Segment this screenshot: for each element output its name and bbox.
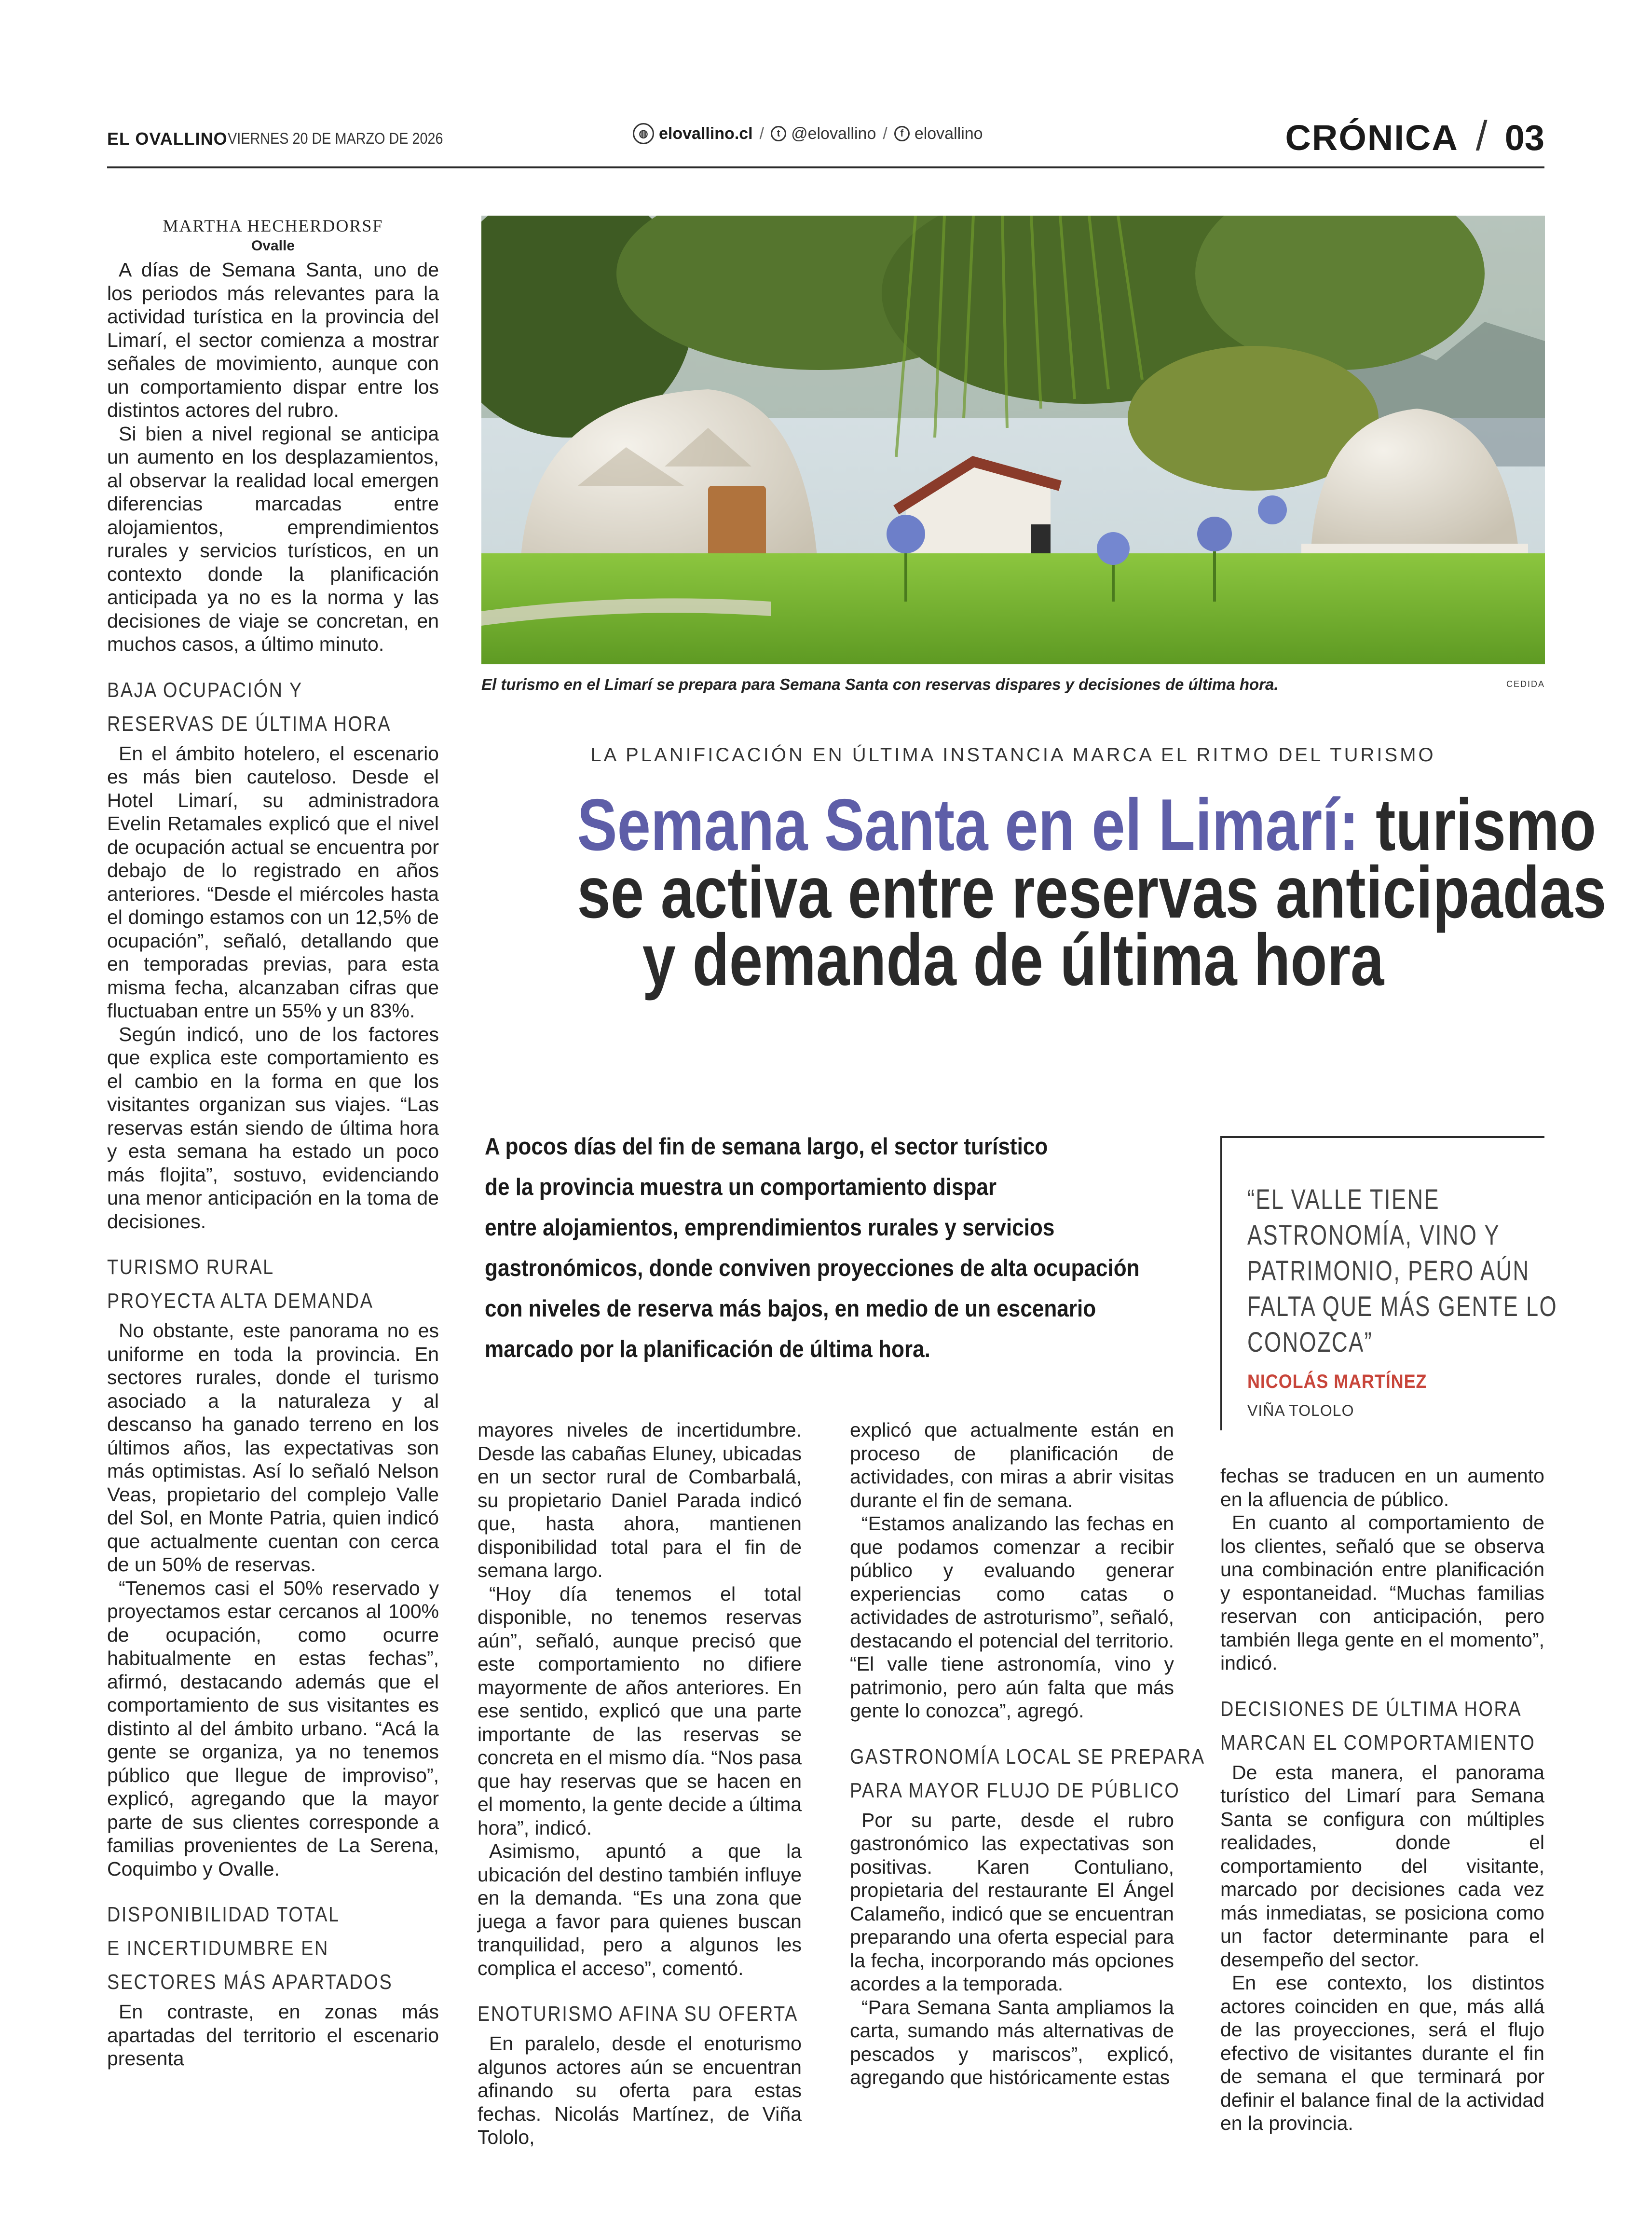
caption-text: El turismo en el Limarí se prepara para Semana Santa con reservas dispares y decisiones de última hora.	[481, 675, 1279, 693]
paragraph: “Hoy día tenemos el total disponible, no tenemos reservas aún”, señaló, aunque precisó que este comportamiento no difiere mayormente de años anteriores. En ese sentido, explicó que una parte importante de las reservas se concreta en el mismo día. “Nos pasa que hay reservas que se hacen en el momento, la gente decide a última hora”, indicó.	[478, 1582, 802, 1839]
paragraph: En cuanto al comportamiento de los clientes, señaló que se observa una combinación entre planificación y espontaneidad. “Muchas familias reservan con anticipación, pero también llega gente en el momento”, indicó.	[1220, 1511, 1544, 1674]
newspaper-brand[interactable]: EL OVALLINO	[107, 129, 228, 149]
website-link[interactable]: elovallino.cl	[659, 124, 753, 143]
photo-credit: CEDIDA	[1506, 679, 1545, 689]
subheading: ENOTURISMO AFINA SU OFERTA	[478, 2002, 798, 2026]
byline	[107, 215, 439, 255]
headline-line-2: se activa entre reservas anticipadas	[577, 851, 1607, 933]
article-column-4	[1220, 1464, 1544, 2135]
header-rule	[107, 166, 1544, 168]
subheading-line: GASTRONOMÍA LOCAL SE PREPARA	[850, 1744, 1205, 1769]
subheading	[107, 1898, 393, 1999]
headline-rest: turismo	[1359, 784, 1597, 866]
pull-quote-text	[1247, 1182, 1558, 1360]
subheading-line: E INCERTIDUMBRE EN	[107, 1936, 329, 1960]
paragraph: No obstante, este panorama no es uniforme en toda la provincia. En sectores rurales, donde el turismo asociado a la naturaleza y al descanso ha ganado terreno en los últimos años, las expectativas son más optimistas. Así lo señaló Nelson Veas, propietario del complejo Valle del Sol, en Monte Patria, quien indicó que actualmente cuentan con cerca de un 50% de reservas.	[107, 1319, 439, 1576]
paragraph: “Estamos analizando las fechas en que podamos comenzar a recibir público y evaluando generar experiencias como catas o actividades de astroturismo”, señaló, destacando el potencial del territorio. “El valle tiene astronomía, vino y patrimonio, pero aún falta que más gente lo conozca”, agregó.	[850, 1512, 1174, 1722]
quote-top-rule	[1220, 1136, 1544, 1138]
facebook-link[interactable]: elovallino	[914, 124, 983, 143]
kicker: LA PLANIFICACIÓN EN ÚLTIMA INSTANCIA MARCA EL RITMO DEL TURISMO	[590, 744, 1436, 766]
section-divider: /	[1475, 113, 1488, 159]
twitter-icon: t	[771, 126, 786, 141]
section-name: CRÓNICA	[1285, 118, 1459, 158]
paragraph: fechas se traducen en un aumento en la afluencia de público.	[1220, 1465, 1544, 1510]
lead-paragraph	[485, 1126, 1199, 1370]
byline-place: Ovalle	[251, 238, 295, 254]
subheading-line: BAJA OCUPACIÓN Y	[107, 678, 303, 702]
article-column-2	[478, 1418, 802, 2149]
subheading	[1220, 1692, 1536, 1760]
paragraph: Según indicó, uno de los factores que explica este comportamiento es el cambio en la forma en que los visitantes organizan sus viajes. “Las reservas están siendo de última hora y esta semana ha estado un poco más flojita”, sostuvo, evidenciando una menor anticipación en la toma de decisiones.	[107, 1023, 439, 1233]
byline-author: MARTHA HECHERDORSF	[163, 216, 383, 235]
paragraph: A días de Semana Santa, uno de los periodos más relevantes para la actividad turística en la provincia del Limarí, el sector comienza a mostrar señales de movimiento, aunque con un comportamiento dispar entre los distintos actores del rubro.	[107, 259, 439, 421]
lead-line: con niveles de reserva más bajos, en medio de un escenario	[485, 1296, 1096, 1322]
facebook-icon: f	[894, 126, 910, 141]
social-links	[633, 123, 983, 144]
paragraph: En paralelo, desde el enoturismo algunos actores aún se encuentran afinando su oferta para estas fechas. Nicolás Martínez, de Viña Tololo,	[478, 2032, 802, 2148]
lead-line: entre alojamientos, emprendimientos rurales y servicios	[485, 1215, 1055, 1241]
headline	[481, 784, 1607, 1001]
paragraph: En ese contexto, los distintos actores coinciden en que, más allá de las proyecciones, será el flujo efectivo de visitantes durante el fin de semana el que terminará por definir el balance final de la actividad en la provincia.	[1220, 1972, 1544, 2134]
headline-line-3: y demanda de última hora	[642, 919, 1384, 1001]
issue-date: VIERNES 20 DE MARZO DE 2026	[228, 130, 443, 147]
photo-caption	[481, 675, 1545, 694]
page-number: 03	[1504, 118, 1544, 158]
quote-line: PATRIMONIO, PERO AÚN	[1247, 1255, 1530, 1287]
subheading-line: TURISMO RURAL	[107, 1255, 274, 1279]
subheading-line: DECISIONES DE ÚLTIMA HORA	[1220, 1697, 1522, 1721]
separator: /	[883, 124, 887, 143]
paragraph: mayores niveles de incertidumbre. Desde las cabañas Eluney, ubicadas en un sector rural de Combarbalá, su propietario Daniel Parada indicó que, hasta ahora, mantienen disponibilidad total para el fin de semana largo.	[478, 1419, 802, 1581]
paragraph: De esta manera, el panorama turístico del Limarí para Semana Santa se configura con múltiples realidades, donde el comportamiento del visitante, marcado por decisiones cada vez más inmediatas, se posiciona como un factor determinante para el desempeño del sector.	[1220, 1761, 1544, 1971]
lead-line: A pocos días del fin de semana largo, el sector turístico	[485, 1134, 1048, 1160]
subheading-line: DISPONIBILIDAD TOTAL	[107, 1903, 340, 1926]
paragraph: Si bien a nivel regional se anticipa un aumento en los desplazamientos, al observar la realidad local emergen diferencias marcadas entre alojamientos, emprendimientos rurales y servicios turísticos, en un contexto donde la planificación anticipada ya no es la norma y las decisiones de viaje se concretan, en muchos casos, a último minuto.	[107, 422, 439, 655]
subheading-line: PROYECTA ALTA DEMANDA	[107, 1289, 374, 1313]
pull-quote-author: NICOLÁS MARTÍNEZ	[1247, 1371, 1427, 1392]
quote-line: ASTRONOMÍA, VINO Y	[1247, 1220, 1500, 1251]
headline-accent: Semana Santa en el Limarí:	[577, 784, 1359, 866]
quote-side-rule	[1220, 1136, 1222, 1430]
article-column-3	[850, 1418, 1205, 2089]
pull-quote-affiliation: VIÑA TOLOLO	[1247, 1402, 1354, 1419]
photo-illustration	[481, 216, 1545, 664]
subheading	[107, 1250, 393, 1318]
subheading-line: SECTORES MÁS APARTADOS	[107, 1970, 393, 1994]
lead-line: marcado por la planificación de última hora.	[485, 1336, 930, 1362]
section-label	[1285, 112, 1544, 160]
paragraph: explicó que actualmente están en proceso de planificación de actividades, con miras a abrir visitas durante el fin de semana.	[850, 1419, 1174, 1511]
subheading	[107, 673, 393, 741]
quote-line: “EL VALLE TIENE	[1247, 1184, 1440, 1215]
paragraph: En contraste, en zonas más apartadas del territorio el escenario presenta	[107, 2001, 439, 2070]
paragraph: En el ámbito hotelero, el escenario es más bien cauteloso. Desde el Hotel Limarí, su administradora Evelin Retamales explicó que el nivel de ocupación actual se encuentra por debajo de lo registrado en años anteriores. “Desde el miércoles hasta el domingo estamos con un 12,5% de ocupación”, señaló, detallando que en temporadas previas, para esta misma fecha, alcanzaban cifras que fluctuaban entre un 55% y un 83%.	[107, 742, 439, 1022]
twitter-link[interactable]: @elovallino	[791, 124, 876, 143]
paragraph: “Para Semana Santa ampliamos la carta, sumando más alternativas de pescados y mariscos”, explicó, agregando que históricamente estas	[850, 1996, 1174, 2088]
subheading	[850, 1740, 1205, 1808]
paragraph: Por su parte, desde el rubro gastronómico las expectativas son positivas. Karen Contuliano, propietaria del restaurante El Ángel Calameño, indicó que se encuentran preparando una oferta especial para la fecha, incorporando más opciones acordes a la temporada.	[850, 1809, 1174, 1995]
quote-line: CONOZCA”	[1247, 1327, 1373, 1358]
headline-line-1	[577, 784, 1597, 866]
subheading-line: RESERVAS DE ÚLTIMA HORA	[107, 712, 392, 736]
lead-line: de la provincia muestra un comportamiento dispar	[485, 1174, 997, 1200]
article-photo	[481, 216, 1545, 664]
lead-line: gastronómicos, donde conviven proyecciones de alta ocupación	[485, 1255, 1140, 1281]
quote-line: FALTA QUE MÁS GENTE LO	[1247, 1291, 1558, 1322]
page-header	[107, 109, 1544, 171]
subheading-line: PARA MAYOR FLUJO DE PÚBLICO	[850, 1778, 1180, 1802]
article-column-1	[107, 215, 439, 2071]
paragraph: Asimismo, apuntó a que la ubicación del destino también influye en la demanda. “Es una zona que juega a favor para quienes buscan tranquilidad, pero a algunos les complica el acceso”, comentó.	[478, 1840, 802, 1979]
separator: /	[759, 124, 765, 143]
subheading-line: MARCAN EL COMPORTAMIENTO	[1220, 1730, 1536, 1755]
paragraph: “Tenemos casi el 50% reservado y proyectamos estar cercanos al 100% de ocupación, como ocurre habitualmente en estas fechas”, afirmó, destacando además que el comportamiento de sus visitantes es distinto al del ámbito urbano. “Acá la gente se organiza, ya no tenemos público que llegue de improviso”, explicó, agregando que la mayor parte de sus clientes corresponde a familias provenientes de La Serena, Coquimbo y Ovalle.	[107, 1577, 439, 1880]
globe-icon: ◍	[633, 123, 654, 144]
